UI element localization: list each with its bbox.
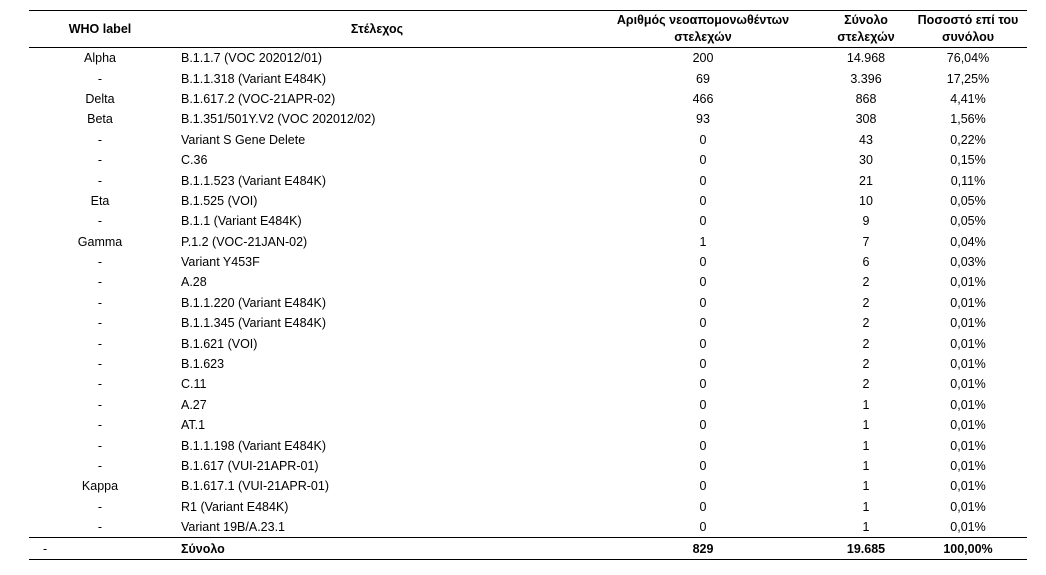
- new-isolates-cell: 0: [699, 357, 707, 372]
- header-total-line2: στελεχών: [837, 30, 895, 44]
- total-strains-cell: 308: [855, 112, 877, 127]
- total-strains-cell: 1: [862, 479, 870, 494]
- table-row: [29, 395, 1027, 415]
- table-row: [29, 211, 1027, 231]
- variants-table: [29, 10, 1027, 560]
- table-row: [29, 497, 1027, 517]
- who-label-cell: Beta: [87, 112, 113, 127]
- table-row: [29, 456, 1027, 476]
- percentage-cell: 0,01%: [950, 479, 986, 494]
- variants-table-container: [29, 10, 1027, 560]
- total-strains-cell: 1: [862, 418, 870, 433]
- table-row: [29, 252, 1027, 272]
- percentage-cell: 0,05%: [950, 193, 986, 208]
- strain-cell: P.1.2 (VOC-21JAN-02): [181, 234, 308, 249]
- total-strains-cell: 2: [862, 275, 870, 290]
- new-isolates-cell: 0: [699, 295, 707, 310]
- percentage-cell: 0,11%: [950, 173, 986, 188]
- who-label-cell: -: [97, 173, 103, 188]
- percentage-cell: 0,01%: [950, 316, 986, 331]
- table-row: [29, 333, 1027, 353]
- strain-cell: B.1.525 (VOI): [181, 193, 258, 208]
- strain-cell: AT.1: [181, 418, 206, 433]
- percentage-cell: 0,05%: [950, 214, 986, 229]
- percentage-cell: 0,01%: [950, 377, 986, 392]
- new-isolates-cell: 0: [699, 132, 707, 147]
- table-row: [29, 374, 1027, 394]
- new-isolates-cell: 1: [699, 234, 707, 249]
- strain-cell: B.1.1.220 (Variant E484K): [181, 295, 326, 310]
- percentage-cell: 76,04%: [946, 51, 990, 66]
- who-label-cell: Alpha: [84, 51, 116, 66]
- header-pct-line2: συνόλου: [941, 30, 995, 44]
- who-label-cell: Eta: [90, 193, 110, 208]
- total-strains-cell: 6: [862, 255, 870, 270]
- who-label-cell: Kappa: [81, 479, 119, 494]
- percentage-cell: 0,04%: [950, 234, 986, 249]
- who-label-cell: -: [97, 520, 103, 535]
- total-strains-cell: 2: [862, 357, 870, 372]
- table-row: [29, 232, 1027, 252]
- percentage-cell: 0,01%: [950, 520, 986, 535]
- percentage-cell: 0,15%: [950, 153, 986, 168]
- new-isolates-cell: 0: [699, 214, 707, 229]
- strain-cell: B.1.1.7 (VOC 202012/01): [181, 51, 323, 66]
- total-strains-cell: 14.968: [846, 51, 886, 66]
- percentage-cell: 0,01%: [950, 438, 986, 453]
- percentage-cell: 0,01%: [950, 397, 986, 412]
- total-strains-cell: 1: [862, 520, 870, 535]
- total-strains-cell: 30: [859, 153, 873, 168]
- total-strains-cell: 2: [862, 316, 870, 331]
- header-total-line1: Σύνολο: [844, 13, 888, 27]
- table-row: [29, 170, 1027, 190]
- who-label-cell: -: [97, 295, 103, 310]
- who-label-cell: -: [97, 275, 103, 290]
- total-strains-cell: 1: [862, 459, 870, 473]
- total-strains-cell: 7: [862, 234, 870, 249]
- total-row: [29, 538, 1027, 559]
- table-row: [29, 130, 1027, 150]
- new-isolates-cell: 0: [699, 316, 707, 331]
- new-isolates-cell: 0: [699, 479, 707, 494]
- who-label-cell: Delta: [85, 91, 115, 106]
- table-row: [29, 109, 1027, 129]
- table-footer: [29, 538, 1027, 559]
- strain-cell: A.27: [181, 397, 207, 412]
- total-strains-cell: 9: [862, 214, 870, 229]
- new-isolates-cell: 0: [699, 438, 707, 453]
- percentage-cell: 0,01%: [950, 357, 986, 372]
- strain-cell: B.1.1.345 (Variant E484K): [181, 316, 326, 331]
- strain-cell: B.1.617 (VUI-21APR-01): [181, 459, 319, 473]
- percentage-cell: 0,01%: [950, 336, 986, 351]
- percentage-cell: 17,25%: [946, 71, 990, 86]
- header-pct-line1: Ποσοστό επί του: [917, 13, 1019, 27]
- percentage-cell: 0,03%: [950, 255, 986, 270]
- table-row: [29, 415, 1027, 435]
- new-isolates-cell: 466: [692, 91, 714, 106]
- who-label-cell: -: [97, 357, 103, 372]
- percentage-cell: 4,41%: [950, 91, 986, 106]
- header-new-line2: στελεχών: [674, 30, 732, 44]
- table-row: [29, 517, 1027, 538]
- header-total-strains: [823, 11, 909, 48]
- who-label-cell: -: [97, 132, 103, 147]
- table-row: [29, 313, 1027, 333]
- percentage-cell: 1,56%: [950, 112, 986, 127]
- new-isolates-cell: 0: [699, 459, 707, 473]
- strain-cell: Variant 19B/A.23.1: [181, 520, 286, 535]
- who-label-cell: -: [97, 418, 103, 433]
- total-strains-cell: 1: [862, 397, 870, 412]
- table-row: [29, 48, 1027, 69]
- strain-cell: B.1.1.318 (Variant E484K): [181, 71, 326, 86]
- header-strain: Στέλεχος: [350, 21, 404, 36]
- who-label-cell: -: [97, 459, 103, 473]
- header-new-isolates: [583, 11, 823, 48]
- strain-cell: C.11: [181, 377, 207, 392]
- who-label-cell: -: [97, 336, 103, 351]
- strain-cell: B.1.617.1 (VUI-21APR-01): [181, 479, 329, 494]
- header-new-line1: Αριθμός νεοαπομονωθέντων: [616, 13, 790, 27]
- who-label-cell: -: [97, 377, 103, 392]
- strain-cell: B.1.351/501Y.V2 (VOC 202012/02): [181, 112, 376, 127]
- strain-cell: A.28: [181, 275, 207, 290]
- new-isolates-cell: 93: [696, 112, 710, 127]
- strain-cell: B.1.1.198 (Variant E484K): [181, 438, 326, 453]
- table-body: [29, 48, 1027, 538]
- total-strains-cell: 1: [862, 499, 870, 514]
- header-row: [29, 11, 1027, 48]
- table-row: [29, 89, 1027, 109]
- total-strains-cell: 1: [862, 438, 870, 453]
- percentage-cell: 0,01%: [950, 499, 986, 514]
- who-label-cell: -: [97, 316, 103, 331]
- strain-cell: Variant Y453F: [181, 255, 260, 270]
- table-header: [29, 11, 1027, 48]
- who-label-cell: -: [97, 397, 103, 412]
- total-strains-cell: 43: [859, 132, 873, 147]
- strain-cell: B.1.1 (Variant E484K): [181, 214, 302, 229]
- new-isolates-cell: 0: [699, 499, 707, 514]
- who-label-cell: -: [97, 255, 103, 270]
- who-label-cell: -: [97, 438, 103, 453]
- strain-cell: B.1.621 (VOI): [181, 336, 258, 351]
- who-label-cell: Gamma: [77, 234, 123, 249]
- new-isolates-cell: 0: [699, 418, 707, 433]
- percentage-cell: 0,01%: [950, 275, 986, 290]
- percentage-cell: 0,01%: [950, 459, 986, 473]
- percentage-cell: 0,01%: [950, 295, 986, 310]
- table-row: [29, 272, 1027, 292]
- strain-cell: R1 (Variant E484K): [181, 499, 289, 514]
- strain-cell: B.1.617.2 (VOC-21APR-02): [181, 91, 336, 106]
- total-label-cell: Σύνολο: [181, 541, 225, 556]
- header-who-label: WHO label: [68, 21, 132, 36]
- table-row: [29, 150, 1027, 170]
- total-strains-cell: 2: [862, 377, 870, 392]
- total-strains-cell: 3.396: [850, 71, 882, 86]
- header-percentage: [909, 11, 1027, 48]
- table-row: [29, 293, 1027, 313]
- table-row: [29, 354, 1027, 374]
- percentage-cell: 0,22%: [950, 132, 986, 147]
- new-isolates-cell: 0: [699, 255, 707, 270]
- new-isolates-cell: 0: [699, 153, 707, 168]
- strain-cell: C.36: [181, 153, 208, 168]
- new-isolates-cell: 0: [699, 336, 707, 351]
- total-pct-cell: 100,00%: [943, 541, 993, 556]
- total-strains-cell: 868: [855, 91, 877, 106]
- new-isolates-cell: 69: [696, 71, 710, 86]
- strain-cell: Variant S Gene Delete: [181, 132, 306, 147]
- strain-cell: B.1.623: [181, 357, 225, 372]
- total-strains-cell: 2: [862, 336, 870, 351]
- new-isolates-cell: 0: [699, 173, 707, 188]
- new-isolates-cell: 0: [699, 520, 707, 535]
- table-row: [29, 476, 1027, 496]
- new-isolates-cell: 0: [699, 397, 707, 412]
- total-strains-cell: 10: [859, 193, 873, 208]
- total-strains-cell: 2: [862, 295, 870, 310]
- strain-cell: B.1.1.523 (Variant E484K): [181, 173, 326, 188]
- who-label-cell: -: [97, 499, 103, 514]
- total-who-cell: -: [43, 541, 48, 556]
- new-isolates-cell: 0: [699, 275, 707, 290]
- total-new-cell: 829: [692, 541, 714, 556]
- table-row: [29, 435, 1027, 455]
- who-label-cell: -: [97, 214, 103, 229]
- total-total-cell: 19.685: [846, 541, 886, 556]
- table-row: [29, 191, 1027, 211]
- new-isolates-cell: 200: [692, 51, 714, 66]
- percentage-cell: 0,01%: [950, 418, 986, 433]
- new-isolates-cell: 0: [699, 193, 707, 208]
- new-isolates-cell: 0: [699, 377, 707, 392]
- table-row: [29, 68, 1027, 88]
- who-label-cell: -: [97, 71, 103, 86]
- who-label-cell: -: [97, 153, 103, 168]
- total-strains-cell: 21: [859, 173, 873, 188]
